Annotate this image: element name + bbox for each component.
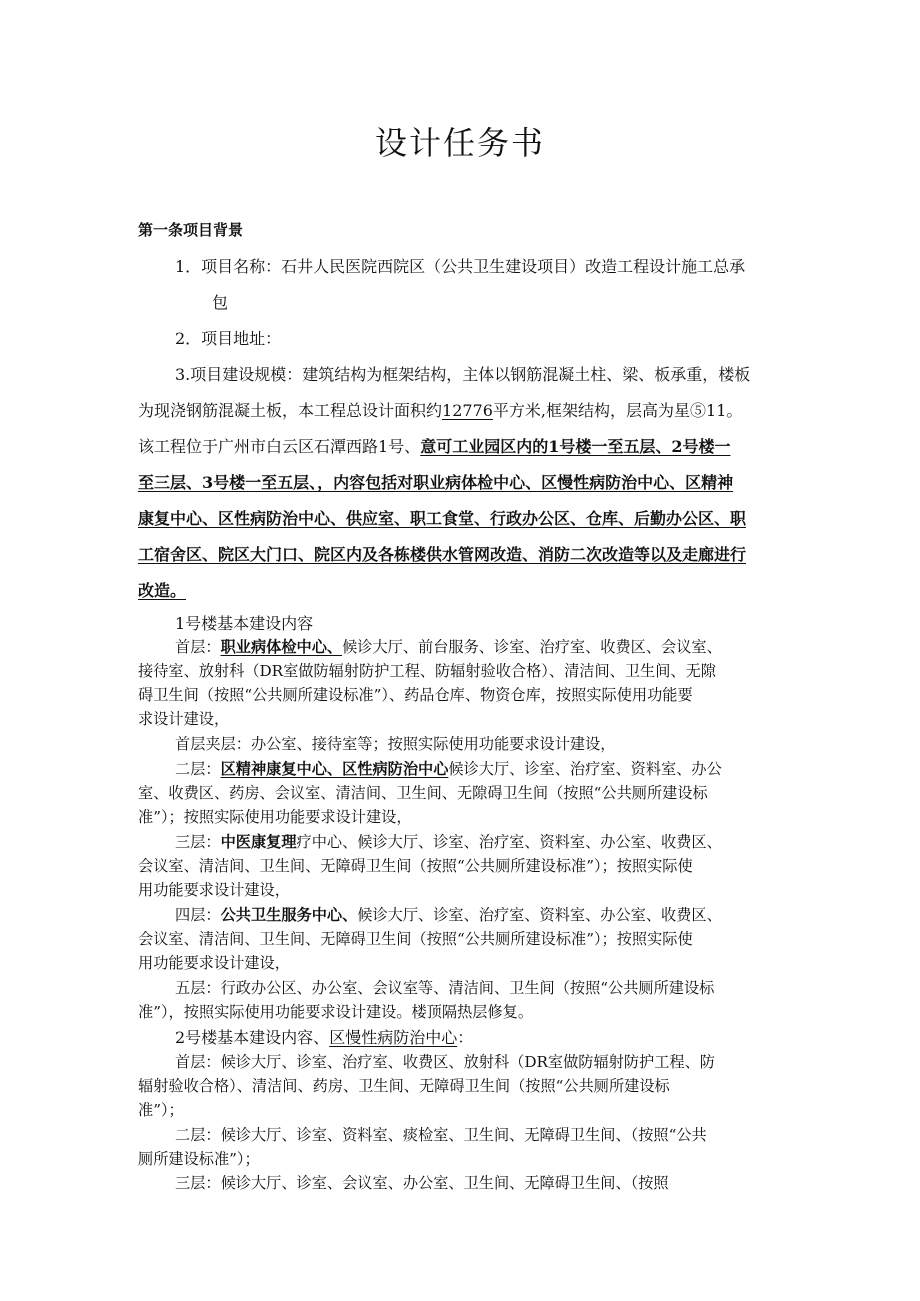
b1-floor4-line3: 用功能要求设计建设， <box>138 954 290 972</box>
b1-floor5-line2: 准”），按照实际使用功能要求设计建设。楼顶隔热层修复。 <box>138 1003 534 1021</box>
b1-floor3-label: 三层： <box>175 833 221 851</box>
b1-floor3-line3: 用功能要求设计建设， <box>138 881 290 899</box>
section-heading-project-background: 第一条项目背景 <box>138 221 244 239</box>
b1-floor1-rooms: 候诊大厅、前台服务、诊室、治疗室、收费区、会议室、 <box>342 638 722 656</box>
building2-heading-colon: ： <box>457 1028 474 1047</box>
b1-floor2-rooms: 候诊大厅、诊室、治疗室、资料室、办公 <box>448 760 722 778</box>
b1-floor2-center: 区精神康复中心、区性病防治中心 <box>220 760 449 778</box>
b1-floor1-line3: 碍卫生间（按照“公共厕所建设标准”）、药品仓库、物资仓库，按照实际使用功能要 <box>138 686 693 704</box>
b1-floor4-rooms: 候诊大厅、诊室、治疗室、资料室、办公室、收费区、 <box>357 906 722 924</box>
scale-line-2-text-a: 为现浇钢筋混凝土板，本工程总设计面积约 <box>138 401 443 420</box>
b1-floor1-label: 首层： <box>175 638 221 656</box>
b1-floor5-line1: 五层：行政办公区、办公室、会议室等、清洁间、卫生间（按照“公共厕所建设标 <box>175 979 715 997</box>
b1-floor4-center: 公共卫生服务中心、 <box>220 906 358 924</box>
b1-floor2-line1 <box>175 758 722 779</box>
document-title: 设计任务书 <box>374 124 545 162</box>
b2-floor1-line3: 准”）； <box>138 1101 184 1119</box>
b1-floor3-rooms: 疗中心、候诊大厅、诊室、治疗室、资料室、办公室、收费区、 <box>296 833 722 851</box>
scale-line-5: 康复中心、区性病防治中心、供应室、职工食堂、行政办公区、仓库、后勤办公区、职 <box>138 509 747 528</box>
scale-line-2 <box>138 398 742 421</box>
item-project-name-line1: 1．项目名称：石井人民医院西院区（公共卫生建设项目）改造工程设计施工总承 <box>175 257 746 276</box>
b1-floor2-line3: 准”）；按照实际使用功能要求设计建设， <box>138 808 412 826</box>
b1-floor4-line1 <box>175 904 722 925</box>
b1-floor2-label: 二层： <box>175 760 221 778</box>
b1-floor1-line2: 接待室、放射科（DR室做防辐射防护工程、防辐射验收合格）、清洁间、卫生间、无隙 <box>138 662 716 680</box>
scale-line-6: 工宿舍区、院区大门口、院区内及各栋楼供水管网改造、消防二次改造等以及走廊进行 <box>138 545 747 564</box>
building2-center: 区慢性病防治中心 <box>329 1028 458 1047</box>
b2-floor1-line2: 辐射验收合格）、清洁间、药房、卫生间、无障碍卫生间（按照“公共厕所建设标 <box>138 1077 670 1095</box>
scale-line-1: 3.项目建设规模：建筑结构为框架结构，主体以钢筋混凝土柱、梁、板承重，楼板 <box>175 365 751 384</box>
b1-mezzanine: 首层夹层：办公室、接待室等；按照实际使用功能要求设计建设， <box>175 735 616 753</box>
b1-floor3-center: 中医康复理 <box>220 833 297 851</box>
b1-floor4-line2: 会议室、清洁间、卫生间、无障碍卫生间（按照“公共厕所建设标准”）；按照实际使 <box>138 930 693 948</box>
scale-line-4: 至三层、3号楼一至五层、，内容包括对职业病体检中心、区慢性病防治中心、区精神 <box>138 473 734 492</box>
b2-floor3-line1: 三层：候诊大厅、诊室、会议室、办公室、卫生间、无障碍卫生间、（按照 <box>175 1174 669 1192</box>
building2-heading <box>175 1025 473 1048</box>
b1-floor1-center: 职业病体检中心、 <box>220 638 343 656</box>
scale-line-3 <box>138 434 730 457</box>
total-area-value: 12776 <box>442 401 493 420</box>
scale-line-3-text-b: 意可工业园区内的1号楼一至五层、2号楼一 <box>420 437 731 456</box>
b1-floor2-line2: 室、收费区、药房、会议室、清洁间、卫生间、无隙碍卫生间（按照“公共厕所建设标 <box>138 784 708 802</box>
scale-line-7: 改造。 <box>138 581 187 600</box>
b2-floor2-line1: 二层：候诊大厅、诊室、资料室、痰检室、卫生间、无障碍卫生间、（按照“公共 <box>175 1126 707 1144</box>
b1-floor3-line2: 会议室、清洁间、卫生间、无障碍卫生间（按照“公共厕所建设标准”）；按照实际使 <box>138 857 693 875</box>
scale-line-3-text-a: 该工程位于广州市白云区石潭西路1号、 <box>138 437 421 456</box>
scale-line-2-text-c: 平方米,框架结构，层高为星⑤11。 <box>492 401 743 420</box>
b1-floor1-line1 <box>175 636 722 657</box>
b1-floor1-line4: 求设计建设， <box>138 710 230 728</box>
b1-floor3-line1 <box>175 831 722 852</box>
b1-floor4-label: 四层： <box>175 906 221 924</box>
building2-heading-text: 2号楼基本建设内容、 <box>175 1028 330 1047</box>
b2-floor1-line1: 首层：候诊大厅、诊室、治疗室、收费区、放射科（DR室做防辐射防护工程、防 <box>175 1053 715 1071</box>
item-project-address: 2．项目地址： <box>175 329 282 348</box>
building1-heading: 1号楼基本建设内容 <box>175 614 314 633</box>
item-project-name-line2: 包 <box>212 293 229 312</box>
b2-floor2-line2: 厕所建设标准”）； <box>138 1150 260 1168</box>
